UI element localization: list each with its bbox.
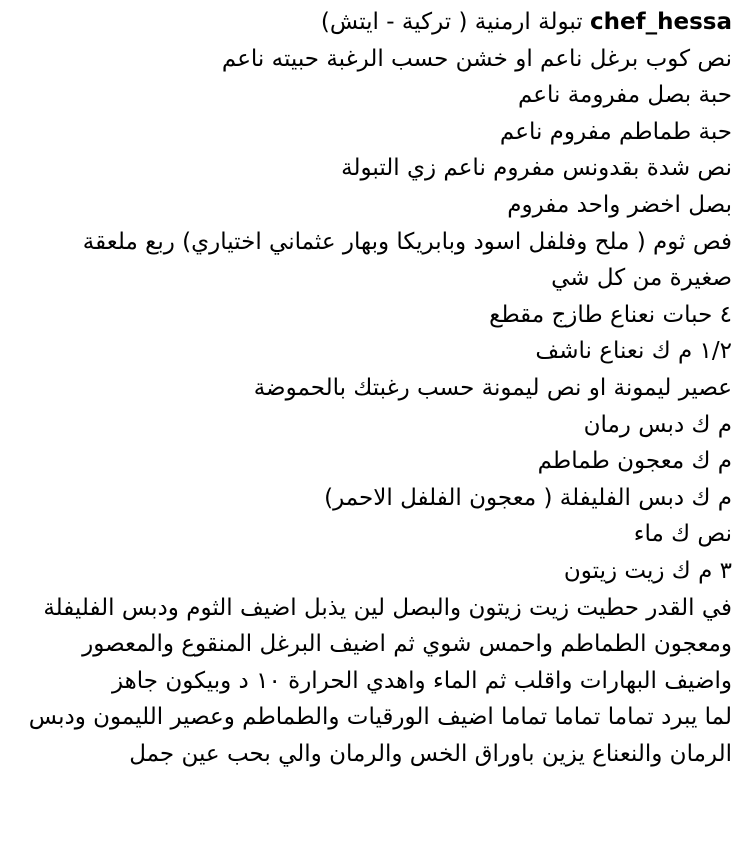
ingredient-line: ٣ م ك زيت زيتون [563, 557, 732, 584]
recipe-title: تبولة ارمنية ( تركية - ايتش) [320, 9, 583, 35]
recipe-post [18, 4, 732, 772]
ingredient-line: نص شدة بقدونس مفروم ناعم زي التبولة [341, 155, 732, 182]
username[interactable]: chef_hessa [590, 9, 732, 35]
ingredient-line: فص ثوم ( ملح وفلفل اسود وبابريكا وبهار عثماني اختياري) ربع ملعقة صغيرة من كل شي [82, 228, 732, 292]
instruction-step: في القدر حطيت زيت زيتون والبصل لين يذبل اضيف الثوم ودبس الفليفلة ومعجون الطماطم واحمس شوي ثم اضيف البرغل المنقوع والمعصور واضيف البهارات واقلب ثم الماء واهدي الحرارة ١٠ د وبيكون جاهز [43, 594, 732, 694]
ingredient-line: حبة بصل مفرومة ناعم [517, 82, 732, 109]
ingredient-line: ١/٢ م ك نعناع ناشف [535, 338, 732, 365]
ingredient-line: م ك دبس رمان [583, 411, 732, 438]
ingredient-line: عصير ليمونة او نص ليمونة حسب رغبتك بالحموضة [253, 374, 732, 401]
ingredient-line: م ك معجون طماطم [537, 448, 732, 475]
ingredient-line: م ك دبس الفليفلة ( معجون الفلفل الاحمر) [324, 484, 732, 511]
post-header [18, 4, 732, 41]
ingredient-line: نص ك ماء [633, 521, 732, 548]
instruction-step: لما يبرد تماما تماما تماما اضيف الورقيات والطماطم وعصير الليمون ودبس الرمان والنعناع يزين باوراق الخس والرمان والي بحب عين جمل [28, 704, 732, 767]
ingredient-line: ٤ حبات نعناع طازج مقطع [489, 301, 732, 328]
ingredient-line: نص كوب برغل ناعم او خشن حسب الرغبة حبيته ناعم [221, 45, 732, 72]
ingredient-line: بصل اخضر واحد مفروم [507, 191, 732, 218]
ingredient-line: حبة طماطم مفروم ناعم [499, 118, 732, 145]
